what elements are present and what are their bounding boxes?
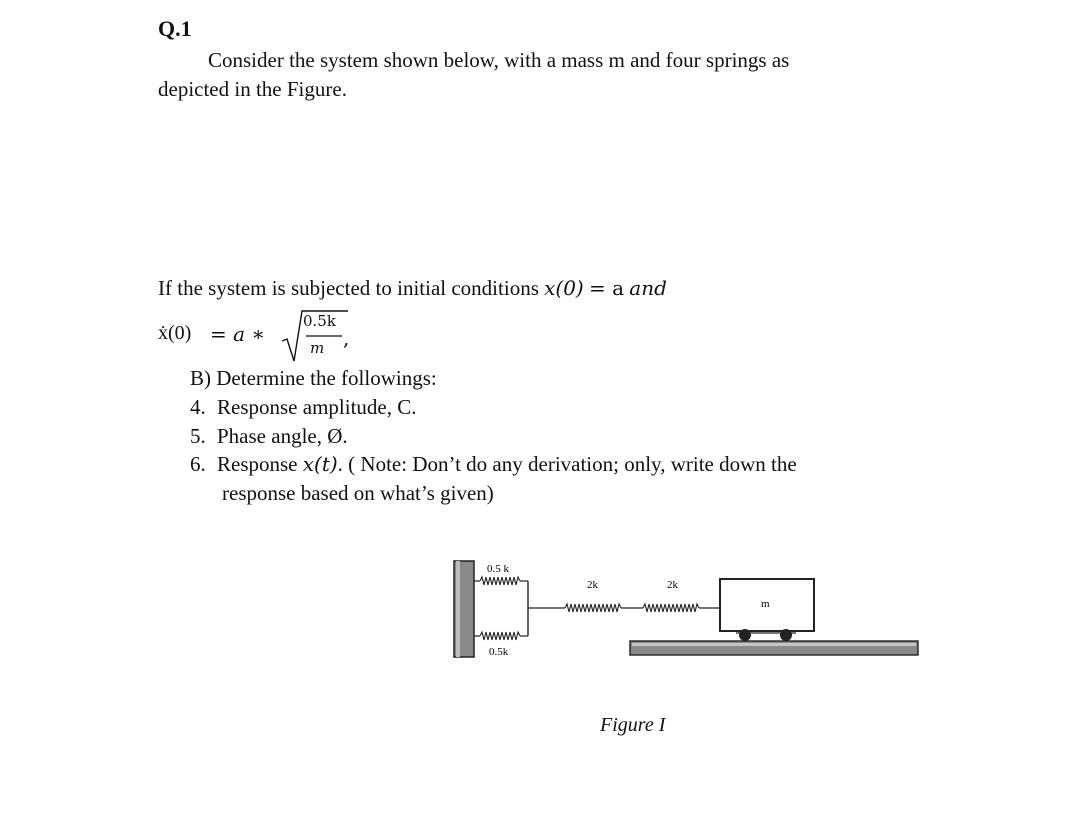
- figure-caption: Figure I: [600, 714, 666, 736]
- list-item: [190, 452, 797, 477]
- item-number: 5.: [190, 424, 206, 448]
- intro-line-1: Consider the system shown below, with a mass m and four springs as: [208, 48, 790, 72]
- x0-eq: = a: [588, 276, 625, 300]
- mass-label: m: [761, 598, 770, 610]
- question-number: Q.1: [158, 16, 192, 41]
- trailing-comma: ,: [343, 326, 350, 350]
- xdot0-math: ẋ(0): [158, 322, 192, 344]
- wheel-right: [780, 629, 792, 641]
- spring-top-label: 0.5 k: [487, 563, 509, 575]
- spring-mid-2: [643, 604, 720, 612]
- wall-highlight: [456, 561, 460, 657]
- xdot0-eq: = a ∗: [210, 322, 265, 346]
- spring-mid-1: [565, 604, 643, 612]
- spring-bottom: [474, 632, 528, 640]
- wheel-left: [739, 629, 751, 641]
- spring-top: [474, 577, 528, 585]
- item-text-note: . ( Note: Don’t do any derivation; only, write down the: [337, 452, 797, 476]
- spring-mid-2-label: 2k: [667, 579, 678, 591]
- x0-math: x(0): [544, 276, 584, 300]
- spring-mass-figure: [440, 555, 930, 665]
- item-text: Response: [217, 452, 298, 476]
- intro-line-2: depicted in the Figure.: [158, 77, 347, 101]
- ground-highlight: [632, 643, 916, 646]
- sqrt-denominator: m: [310, 339, 325, 357]
- item-text: Phase angle, Ø.: [217, 424, 348, 448]
- and-math: and: [629, 276, 667, 300]
- item-text: Response amplitude, C.: [217, 395, 417, 419]
- xt-math: x(t): [302, 452, 338, 476]
- item-number: 6.: [190, 452, 206, 476]
- list-item: [190, 424, 348, 449]
- spring-mid-1-label: 2k: [587, 579, 598, 591]
- spring-bottom-label: 0.5k: [489, 646, 509, 658]
- list-item-continuation: response based on what’s given): [222, 481, 494, 505]
- list-item: [190, 395, 416, 420]
- item-number: 4.: [190, 395, 206, 419]
- conditions-text: If the system is subjected to initial conditions: [158, 276, 539, 300]
- part-b-heading: B) Determine the followings:: [190, 366, 437, 390]
- conditions-line-1: [158, 276, 667, 301]
- sqrt-numerator: 0.5k: [303, 312, 336, 330]
